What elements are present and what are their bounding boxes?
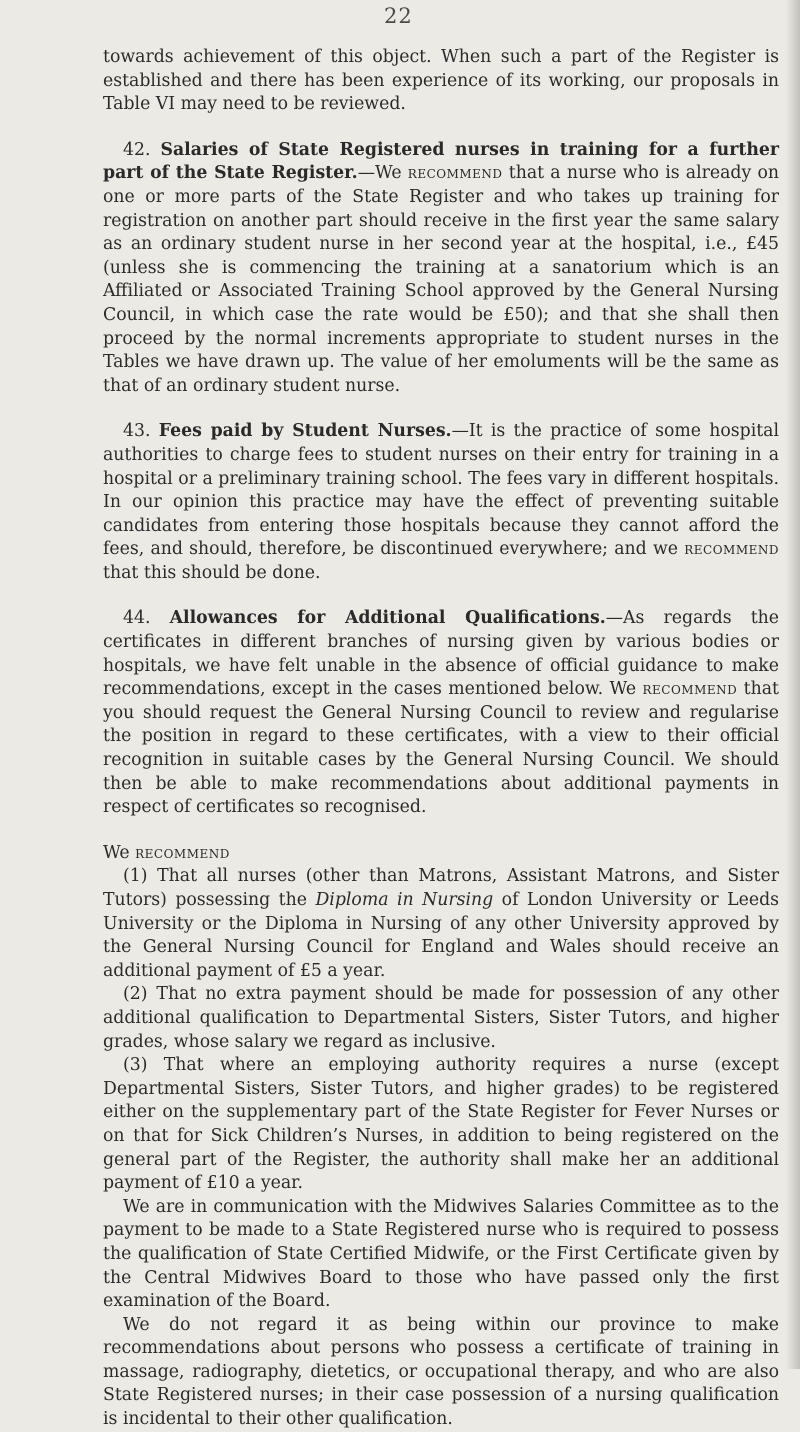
section-text: that you should request the General Nursing Council to review and regularise the position in regard to these certificates, with a view to their official recognition in suitable cases by the General Nursing Council. We should then be able to make recommendations about additional payments in respect of certificates so recognised.: [103, 679, 779, 818]
page-edge-shadow: [786, 0, 800, 1369]
section-number: 44.: [123, 608, 151, 629]
section-43: [103, 420, 779, 585]
section-heading: Salaries of State Registered nurses in training for a further part of the State Register.: [103, 139, 779, 184]
item-text-italic: Diploma in Nursing: [315, 890, 494, 910]
recommendations-heading: [103, 842, 779, 866]
section-text-pre: As regards the certificates in different branches of nursing given by various bodies or hospitals, we have felt unable in the absence of official guidance to make recommendations, except in the cases mentioned below. We: [103, 608, 780, 700]
section-heading: Allowances for Additional Qualifications.: [169, 608, 606, 629]
recommend-keyword: recommend: [642, 679, 738, 700]
section-42: [103, 139, 779, 399]
midwives-paragraph: We are in communication with the Midwives Salaries Committee as to the payment to be made to a State Registered nurse who is required to possess the qualification of State Certified Midwife, or the First Certificate given by the Central Midwives Board to those who have passed only the first examination of the Board.: [103, 1196, 779, 1312]
item-number: (2): [123, 984, 148, 1005]
intro-paragraph: towards achievement of this object. When such a part of the Register is established and there has been experience of its working, our proposals in Table VI may need to be reviewed.: [103, 47, 779, 115]
recommend-keyword: recommend: [684, 539, 779, 560]
section-text-pre: It is the practice of some hospital authorities to charge fees to student nurses on their entry for training in a hospital or a preliminary training school. The fees vary in different hospitals. In our opinion this practice may have the effect of preventing suitable candidates from entering those hospitals because they cannot afford the fees, and should, therefore, be discontinued everywhere; and we: [103, 421, 779, 560]
item-text-post: of London University or Leeds University or the Diploma in Nursing of any other University approved by the General Nursing Council for England and Wales should receive an additional payment of £5 a year.: [103, 890, 780, 981]
section-text-pre: We: [374, 163, 408, 184]
section-number: 42.: [123, 139, 151, 160]
other-certificates-paragraph: We do not regard it as being within our province to make recommendations about persons who possess a certificate of training in massage, radiography, dietetics, or occupational therapy, and who are also State Registered nurses; in their case possession of a nursing qualification is incidental to their other qualification.: [103, 1314, 779, 1430]
item-number: (1): [123, 866, 148, 887]
section-dash: —: [451, 421, 469, 442]
recommend-keyword: recommend: [407, 163, 503, 184]
page-number: 22: [384, 4, 413, 28]
section-dash: —: [605, 608, 624, 629]
recommendation-item-2: [103, 983, 779, 1054]
recommendation-item-3: [103, 1054, 779, 1196]
item-number: (3): [123, 1055, 148, 1076]
section-text: that a nurse who is already on one or more parts of the State Register and who takes up training for registration on another part should receive in the first year the same salary as an ordinary student nurse in her second year at the hospital, i.e., £45 (unless she is commencing the training at a sanatorium which is an Affiliated or Associated Training School approved by the General Nursing Council, in which case the rate would be £50); and that she shall then proceed by the normal increments appropriate to student nurses in the Tables we have drawn up. The value of her emoluments will be the same as that of an ordinary student nurse.: [103, 163, 779, 396]
recommendation-item-1: [103, 865, 779, 983]
item-text: That no extra payment should be made for possession of any other additional qualification to Departmental Sisters, Sister Tutors, and higher grades, whose salary we regard as inclusive.: [103, 984, 779, 1052]
item-text-pre: That all nurses (other than Matrons, Assistant Matrons, and Sister Tutors) possessing the: [103, 866, 779, 910]
item-text: That where an employing authority requires a nurse (except Departmental Sisters, Sister Tutors, and higher grades) to be registered either on the supplementary part of the State Register for Fever Nurses or on that for Sick Children’s Nurses, in addition to being registered on the general part of the Register, the authority shall make her an additional payment of £10 a year.: [103, 1055, 779, 1194]
section-number: 43.: [123, 421, 151, 442]
recommend-keyword: recommend: [135, 842, 230, 863]
page-body: [103, 46, 779, 1432]
section-dash: —: [357, 163, 375, 184]
section-heading: Fees paid by Student Nurses.: [158, 421, 452, 442]
section-text: that this should be done.: [103, 562, 321, 583]
recommendations-lead: We: [103, 842, 130, 863]
section-44: [103, 607, 779, 819]
